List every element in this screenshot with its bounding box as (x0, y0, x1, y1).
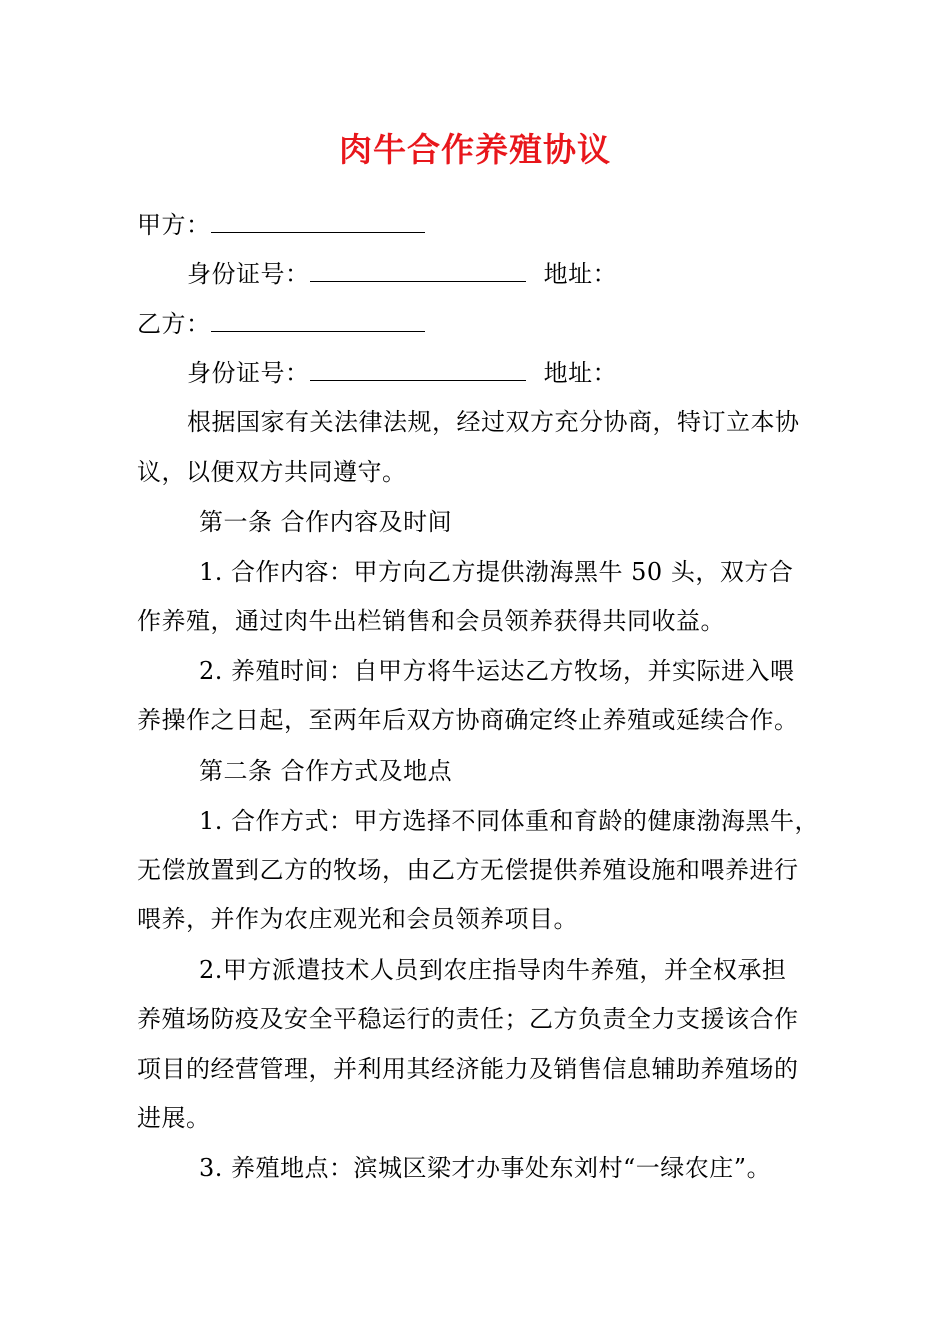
party-a-blank[interactable] (211, 208, 425, 233)
article-2-item-1-line: 喂养，并作为农庄观光和会员领养项目。 (137, 905, 578, 933)
party-b-id-line (187, 356, 617, 390)
article-2-item-2-line: 2.甲方派遣技术人员到农庄指导肉牛养殖，并全权承担 (199, 956, 787, 984)
article-1-item-1-line: 1. 合作内容：甲方向乙方提供渤海黑牛 50 头，双方合 (199, 558, 794, 586)
article-1-item-2-line: 2. 养殖时间：自甲方将牛运达乙方牧场，并实际进入喂 (199, 657, 795, 685)
party-a-id-blank[interactable] (310, 257, 526, 282)
article-2-heading: 第二条 合作方式及地点 (199, 757, 453, 785)
party-b-address-label: 地址： (543, 359, 618, 387)
intro-text-line: 议，以便双方共同遵守。 (137, 458, 407, 486)
party-a-line (137, 208, 425, 242)
article-1-item-2-line: 养操作之日起，至两年后双方协商确定终止养殖或延续合作。 (137, 706, 799, 734)
article-1-item-1-line: 作养殖，通过肉牛出栏销售和会员领养获得共同收益。 (137, 607, 725, 635)
party-b-line (137, 307, 425, 341)
article-2-item-1-line: 无偿放置到乙方的牧场，由乙方无偿提供养殖设施和喂养进行 (137, 856, 799, 884)
party-a-id-line (187, 257, 617, 291)
article-2-item-2-line: 进展。 (137, 1104, 211, 1132)
document-title: 肉牛合作养殖协议 (339, 130, 611, 169)
article-1-heading: 第一条 合作内容及时间 (199, 508, 453, 536)
article-2-item-1-line: 1. 合作方式：甲方选择不同体重和育龄的健康渤海黑牛， (199, 807, 820, 835)
party-b-label: 乙方： (137, 310, 211, 338)
party-b-blank[interactable] (211, 307, 425, 332)
article-2-item-2-line: 项目的经营管理，并利用其经济能力及销售信息辅助养殖场的 (137, 1055, 799, 1083)
article-2-item-3-line: 3. 养殖地点：滨城区梁才办事处东刘村“一绿农庄”。 (199, 1154, 772, 1182)
article-2-item-2-line: 养殖场防疫及安全平稳运行的责任；乙方负责全力支援该合作 (137, 1005, 799, 1033)
party-b-id-label: 身份证号： (187, 359, 310, 387)
party-a-label: 甲方： (137, 211, 211, 239)
intro-text-line: 根据国家有关法律法规，经过双方充分协商，特订立本协 (187, 408, 800, 436)
party-a-id-label: 身份证号： (187, 260, 310, 288)
party-a-address-label: 地址： (543, 260, 618, 288)
party-b-id-blank[interactable] (310, 356, 526, 381)
